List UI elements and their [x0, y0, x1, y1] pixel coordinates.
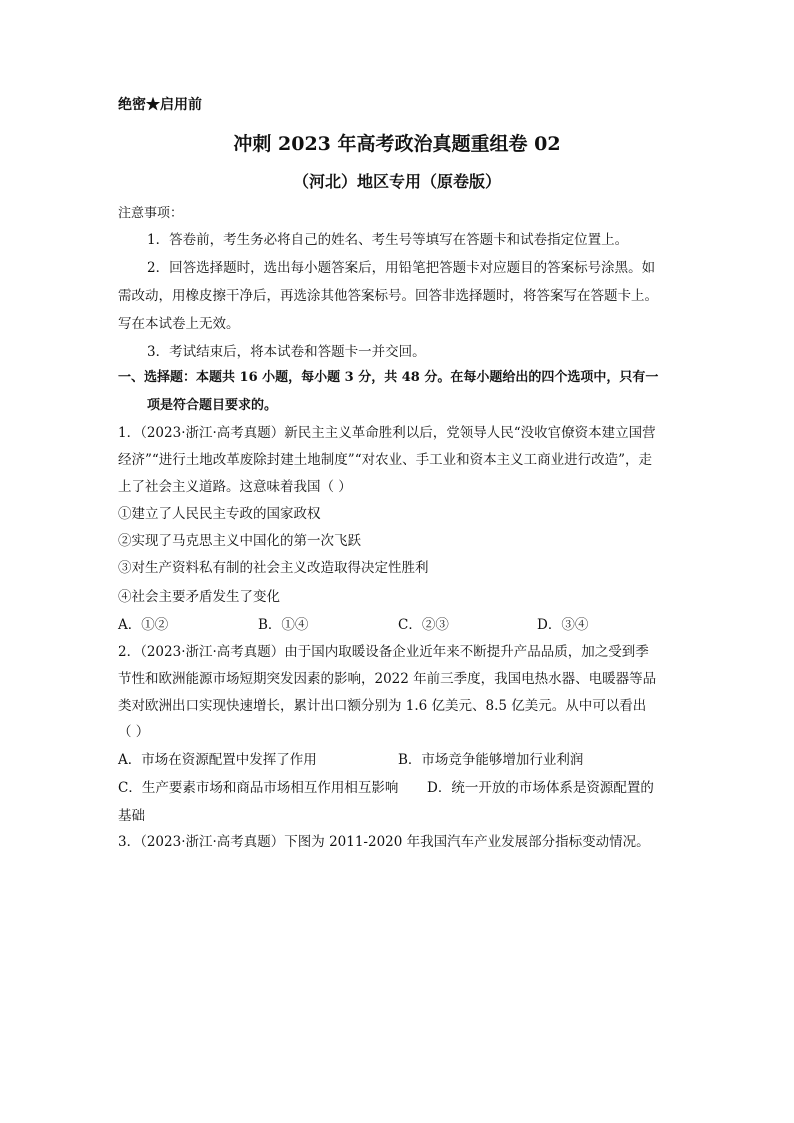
secret-mark: 绝密★启用前 [118, 97, 202, 113]
section-heading-line-1: 一、选择题：本题共 16 小题，每小题 3 分，共 48 分。在每小题给出的四个选项中，只有一 [118, 370, 659, 385]
q1-stem-line-1: 1．（2023·浙江·高考真题）新民主主义革命胜利以后，党领导人民“没收官僚资本建立国营 [118, 425, 656, 441]
notice-item-2-line-3: 写在本试卷上无效。 [118, 316, 240, 332]
q2-stem-line-4: （ ） [118, 724, 150, 740]
q2-option-a: A．市场在资源配置中发挥了作用 [118, 752, 317, 768]
q1-option-a: A．①② [118, 617, 169, 633]
notice-item-1: 1．答卷前，考生务必将自己的姓名、考生号等填写在答题卡和试卷指定位置上。 [147, 232, 629, 248]
q1-stem-line-3: 上了社会主义道路。这意味着我国（ ） [118, 479, 352, 495]
page-title: 冲刺 2023 年高考政治真题重组卷 02 [233, 133, 561, 155]
q2-stem-line-2: 节性和欧洲能源市场短期突发因素的影响，2022 年前三季度，我国电热水器、电暖器等品 [118, 671, 657, 687]
q1-statement-3: ③对生产资料私有制的社会主义改造取得决定性胜利 [118, 560, 429, 576]
q1-stem-line-2: 经济”“进行土地改革废除封建土地制度”“对农业、手工业和资本主义工商业进行改造”，走 [118, 452, 653, 468]
q1-statement-4: ④社会主要矛盾发生了变化 [118, 589, 280, 605]
notice-item-2-line-1: 2．回答选择题时，选出每小题答案后，用铅笔把答题卡对应题目的答案标号涂黑。如 [147, 260, 656, 276]
q2-option-b: B．市场竞争能够增加行业利润 [398, 752, 584, 768]
q3-stem-line-1: 3．（2023·浙江·高考真题）下图为 2011-2020 年我国汽车产业发展部分指标变动情况。 [118, 834, 650, 850]
q2-stem-line-3: 类对欧洲出口实现快速增长，累计出口额分别为 1.6 亿美元、8.5 亿美元。从中可以看出 [118, 698, 647, 714]
q2-option-d-line-1: D．统一开放的市场体系是资源配置的 [427, 780, 654, 796]
notice-heading: 注意事项： [118, 206, 184, 221]
q1-option-b: B．①④ [258, 617, 309, 633]
q1-statement-1: ①建立了人民民主专政的国家政权 [118, 506, 321, 522]
notice-item-3: 3．考试结束后，将本试卷和答题卡一并交回。 [147, 344, 426, 360]
q2-stem-line-1: 2．（2023·浙江·高考真题）由于国内取暖设备企业近年来不断提升产品品质，加之受到季 [118, 644, 649, 660]
q2-option-c: C．生产要素市场和商品市场相互作用相互影响 [118, 780, 399, 796]
q1-statement-2: ②实现了马克思主义中国化的第一次飞跃 [118, 533, 361, 549]
q1-option-c: C．②③ [398, 617, 449, 633]
page-subtitle: （河北）地区专用（原卷版） [292, 172, 501, 191]
notice-item-2-line-2: 需改动，用橡皮擦干净后，再选涂其他答案标号。回答非选择题时，将答案写在答题卡上。 [118, 288, 658, 304]
q2-option-d-line-2: 基础 [118, 808, 145, 824]
q1-option-d: D．③④ [537, 617, 589, 633]
section-heading-line-2: 项是符合题目要求的。 [147, 398, 278, 413]
